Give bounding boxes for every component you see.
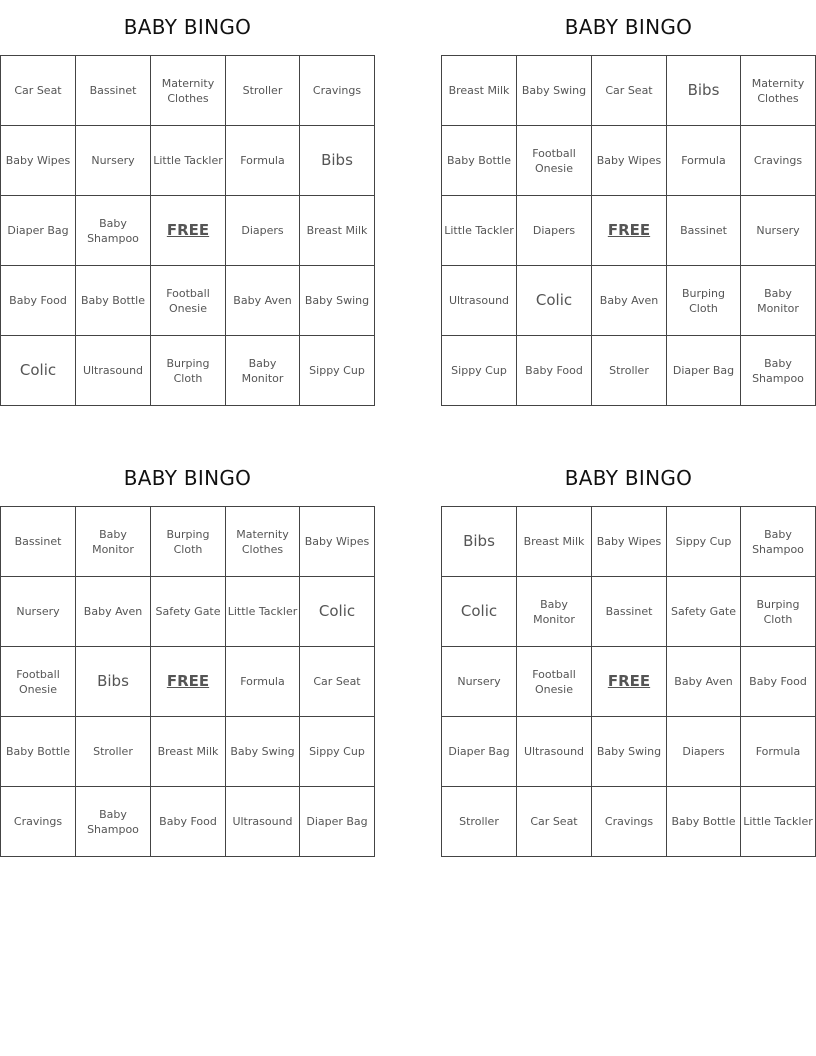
bingo-cell: Burping Cloth: [151, 336, 226, 406]
bingo-cell: Sippy Cup: [667, 507, 741, 577]
bingo-cell: Diaper Bag: [442, 717, 517, 787]
bingo-cell: Little Tackler: [442, 196, 517, 266]
bingo-cell: Sippy Cup: [300, 717, 375, 787]
bingo-cell: Baby Aven: [667, 647, 741, 717]
bingo-cell: Baby Wipes: [1, 126, 76, 196]
bingo-cell: Diapers: [517, 196, 592, 266]
bingo-cell: Colic: [517, 266, 592, 336]
bingo-cell: Nursery: [442, 647, 517, 717]
bingo-cell: Nursery: [1, 577, 76, 647]
bingo-cell: Baby Shampoo: [741, 336, 816, 406]
bingo-cell: Bassinet: [592, 577, 667, 647]
bingo-cell: Baby Monitor: [226, 336, 300, 406]
bingo-cell: Cravings: [1, 787, 76, 857]
bingo-cell: Ultrasound: [226, 787, 300, 857]
bingo-cell: Car Seat: [300, 647, 375, 717]
bingo-cell: Baby Bottle: [667, 787, 741, 857]
bingo-cell: Baby Monitor: [741, 266, 816, 336]
bingo-cell: Baby Wipes: [592, 507, 667, 577]
bingo-cell: Formula: [667, 126, 741, 196]
bingo-cell: Breast Milk: [517, 507, 592, 577]
bingo-cell: Safety Gate: [151, 577, 226, 647]
bingo-cell: Cravings: [741, 126, 816, 196]
bingo-cell: Baby Food: [741, 647, 816, 717]
bingo-cell: Baby Swing: [300, 266, 375, 336]
bingo-cell: Baby Swing: [592, 717, 667, 787]
bingo-cell: Safety Gate: [667, 577, 741, 647]
bingo-cell: Burping Cloth: [667, 266, 741, 336]
bingo-cell: Diapers: [226, 196, 300, 266]
bingo-cell: Baby Bottle: [1, 717, 76, 787]
bingo-cell: Stroller: [442, 787, 517, 857]
card-title: BABY BINGO: [564, 466, 693, 490]
bingo-grid: [441, 506, 816, 857]
bingo-cell: Breast Milk: [151, 717, 226, 787]
bingo-cell: Formula: [226, 126, 300, 196]
bingo-cell: Football Onesie: [1, 647, 76, 717]
bingo-cell: Cravings: [300, 56, 375, 126]
free-space: FREE: [151, 647, 226, 717]
bingo-cell: Maternity Clothes: [151, 56, 226, 126]
free-space: FREE: [592, 647, 667, 717]
free-space: FREE: [592, 196, 667, 266]
bingo-cell: Ultrasound: [442, 266, 517, 336]
bingo-cell: Car Seat: [1, 56, 76, 126]
bingo-grid: [0, 55, 375, 406]
bingo-cell: Football Onesie: [517, 647, 592, 717]
bingo-cell: Ultrasound: [517, 717, 592, 787]
bingo-cell: Formula: [226, 647, 300, 717]
bingo-cell: Colic: [300, 577, 375, 647]
bingo-cell: Baby Aven: [226, 266, 300, 336]
bingo-cell: Bibs: [442, 507, 517, 577]
free-space: FREE: [151, 196, 226, 266]
card-title: BABY BINGO: [123, 15, 252, 39]
bingo-cell: Breast Milk: [300, 196, 375, 266]
bingo-cell: Baby Food: [151, 787, 226, 857]
bingo-cell: Baby Aven: [76, 577, 151, 647]
bingo-cell: Baby Bottle: [442, 126, 517, 196]
bingo-cell: Car Seat: [592, 56, 667, 126]
bingo-cell: Burping Cloth: [151, 507, 226, 577]
bingo-cell: Baby Bottle: [76, 266, 151, 336]
bingo-cell: Bibs: [300, 126, 375, 196]
bingo-cell: Little Tackler: [151, 126, 226, 196]
bingo-cell: Diaper Bag: [1, 196, 76, 266]
bingo-cell: Baby Aven: [592, 266, 667, 336]
bingo-cell: Baby Shampoo: [741, 507, 816, 577]
bingo-cell: Baby Swing: [517, 56, 592, 126]
bingo-cell: Ultrasound: [76, 336, 151, 406]
bingo-cell: Baby Shampoo: [76, 787, 151, 857]
bingo-cell: Stroller: [226, 56, 300, 126]
bingo-cell: Bassinet: [667, 196, 741, 266]
bingo-cell: Sippy Cup: [442, 336, 517, 406]
bingo-cell: Bassinet: [1, 507, 76, 577]
bingo-cell: Diapers: [667, 717, 741, 787]
bingo-cell: Little Tackler: [226, 577, 300, 647]
bingo-cell: Car Seat: [517, 787, 592, 857]
bingo-cell: Baby Wipes: [300, 507, 375, 577]
bingo-cell: Maternity Clothes: [226, 507, 300, 577]
bingo-cell: Stroller: [76, 717, 151, 787]
bingo-cell: Diaper Bag: [300, 787, 375, 857]
bingo-cell: Breast Milk: [442, 56, 517, 126]
bingo-cell: Colic: [1, 336, 76, 406]
bingo-cell: Colic: [442, 577, 517, 647]
bingo-cell: Baby Food: [1, 266, 76, 336]
bingo-grid: [441, 55, 816, 406]
bingo-cell: Baby Food: [517, 336, 592, 406]
card-title: BABY BINGO: [564, 15, 693, 39]
bingo-cell: Baby Wipes: [592, 126, 667, 196]
bingo-cell: Football Onesie: [151, 266, 226, 336]
bingo-cell: Maternity Clothes: [741, 56, 816, 126]
bingo-cell: Little Tackler: [741, 787, 816, 857]
bingo-cell: Formula: [741, 717, 816, 787]
bingo-cell: Baby Monitor: [76, 507, 151, 577]
bingo-cell: Baby Swing: [226, 717, 300, 787]
bingo-cell: Baby Monitor: [517, 577, 592, 647]
card-title: BABY BINGO: [123, 466, 252, 490]
bingo-cell: Burping Cloth: [741, 577, 816, 647]
bingo-cell: Nursery: [76, 126, 151, 196]
bingo-cell: Nursery: [741, 196, 816, 266]
bingo-cell: Baby Shampoo: [76, 196, 151, 266]
bingo-grid: [0, 506, 375, 857]
bingo-cell: Bibs: [667, 56, 741, 126]
bingo-cell: Stroller: [592, 336, 667, 406]
bingo-cell: Sippy Cup: [300, 336, 375, 406]
bingo-cell: Cravings: [592, 787, 667, 857]
bingo-cell: Diaper Bag: [667, 336, 741, 406]
bingo-cell: Football Onesie: [517, 126, 592, 196]
bingo-cell: Bassinet: [76, 56, 151, 126]
bingo-cell: Bibs: [76, 647, 151, 717]
